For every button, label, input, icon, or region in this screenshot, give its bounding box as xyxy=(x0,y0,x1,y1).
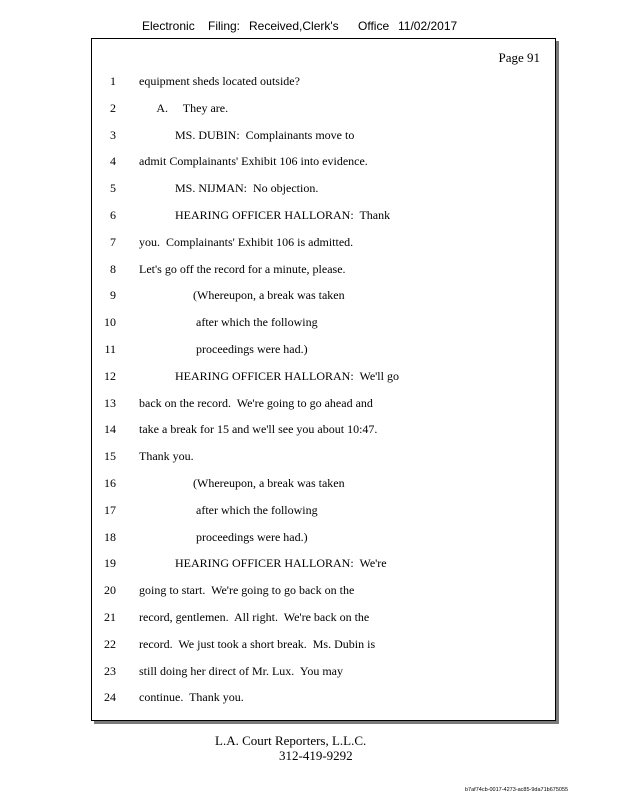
line-number: 10 xyxy=(104,315,116,330)
transcript-line xyxy=(92,502,555,529)
line-text: equipment sheds located outside? xyxy=(139,74,300,88)
transcript-line xyxy=(92,368,555,395)
line-number: 14 xyxy=(104,422,116,437)
line-number: 16 xyxy=(104,475,116,490)
transcript-line xyxy=(92,475,555,502)
document-id: b7af74cb-0017-4273-ac85-9da71b675055 xyxy=(465,787,569,793)
line-number: 19 xyxy=(104,556,116,571)
line-text: record, gentlemen. All right. We're back on the xyxy=(139,609,370,624)
line-text: MS. NIJMAN: No objection. xyxy=(139,181,319,196)
line-text: Thank you. xyxy=(139,449,194,464)
transcript-line xyxy=(92,636,555,663)
transcript-line xyxy=(92,609,555,636)
transcript-line xyxy=(92,73,555,100)
line-text: HEARING OFFICER HALLORAN: Thank xyxy=(139,207,391,222)
line-number: 23 xyxy=(104,663,116,678)
line-number: 22 xyxy=(104,636,116,651)
transcript-line xyxy=(92,287,555,314)
line-text: still doing her direct of Mr. Lux. You may xyxy=(139,663,343,678)
line-text: proceedings were had.) xyxy=(139,341,308,356)
transcript-line xyxy=(92,127,555,154)
line-number: 3 xyxy=(110,127,116,142)
transcript-line xyxy=(92,689,555,716)
line-number: 9 xyxy=(110,288,116,303)
line-number: 5 xyxy=(110,181,116,196)
line-number: 4 xyxy=(110,154,116,169)
filing-stamp-word-received: Received,Clerk's xyxy=(249,19,339,33)
transcript-line xyxy=(92,234,555,261)
line-text: admit Complainants' Exhibit 106 into evidence. xyxy=(139,154,368,169)
line-number: 18 xyxy=(104,529,116,544)
line-text: (Whereupon, a break was taken xyxy=(139,288,345,303)
transcript-line xyxy=(92,100,555,127)
line-number: 11 xyxy=(104,341,116,356)
transcript-line xyxy=(92,180,555,207)
court-reporter-phone: 312-419-9292 xyxy=(279,748,353,763)
transcript-line xyxy=(92,529,555,556)
line-text: record. We just took a short break. Ms. Dubin is xyxy=(139,636,376,651)
transcript-page xyxy=(91,38,556,721)
line-text: going to start. We're going to go back on the xyxy=(139,583,355,598)
line-text: HEARING OFFICER HALLORAN: We'll go xyxy=(139,368,399,383)
line-number: 13 xyxy=(104,395,116,410)
transcript-line xyxy=(92,448,555,475)
transcript-lines xyxy=(92,73,555,716)
line-number: 24 xyxy=(104,690,116,705)
line-text: HEARING OFFICER HALLORAN: We're xyxy=(139,556,387,571)
line-text: continue. Thank you. xyxy=(139,690,244,705)
line-number: 15 xyxy=(104,449,116,464)
line-number: 17 xyxy=(104,502,116,517)
transcript-line xyxy=(92,395,555,422)
line-text: proceedings were had.) xyxy=(139,529,308,544)
line-number: 8 xyxy=(110,261,116,276)
transcript-line xyxy=(92,261,555,288)
transcript-line xyxy=(92,207,555,234)
line-number: 21 xyxy=(104,609,116,624)
line-text: after which the following xyxy=(139,502,318,517)
line-number: 20 xyxy=(104,583,116,598)
filing-stamp-date: 11/02/2017 xyxy=(398,19,458,33)
court-reporter-name: L.A. Court Reporters, L.L.C. xyxy=(215,733,367,748)
line-text: take a break for 15 and we'll see you about 10:47. xyxy=(139,422,378,437)
line-text: back on the record. We're going to go ahead and xyxy=(139,395,373,410)
transcript-line xyxy=(92,663,555,690)
page-number: Page 91 xyxy=(498,50,540,65)
transcript-line xyxy=(92,341,555,368)
transcript-line xyxy=(92,314,555,341)
line-number: 6 xyxy=(110,207,116,222)
line-number: 1 xyxy=(110,74,116,88)
filing-stamp-word-electronic: Electronic xyxy=(142,19,195,33)
line-number: 7 xyxy=(110,234,116,249)
line-number: 12 xyxy=(104,368,116,383)
line-text: MS. DUBIN: Complainants move to xyxy=(139,127,355,142)
filing-stamp-word-filing: Filing: xyxy=(208,19,241,33)
line-text: you. Complainants' Exhibit 106 is admitted. xyxy=(139,234,354,249)
line-text: (Whereupon, a break was taken xyxy=(139,475,345,490)
line-text: after which the following xyxy=(139,315,318,330)
line-text: Let's go off the record for a minute, please. xyxy=(139,261,346,276)
line-number: 2 xyxy=(110,100,116,115)
transcript-line xyxy=(92,421,555,448)
filing-stamp-header xyxy=(0,19,618,35)
line-text: A. They are. xyxy=(139,100,229,115)
transcript-line xyxy=(92,555,555,582)
filing-stamp-word-office: Office xyxy=(358,19,390,33)
transcript-line xyxy=(92,153,555,180)
transcript-line xyxy=(92,582,555,609)
